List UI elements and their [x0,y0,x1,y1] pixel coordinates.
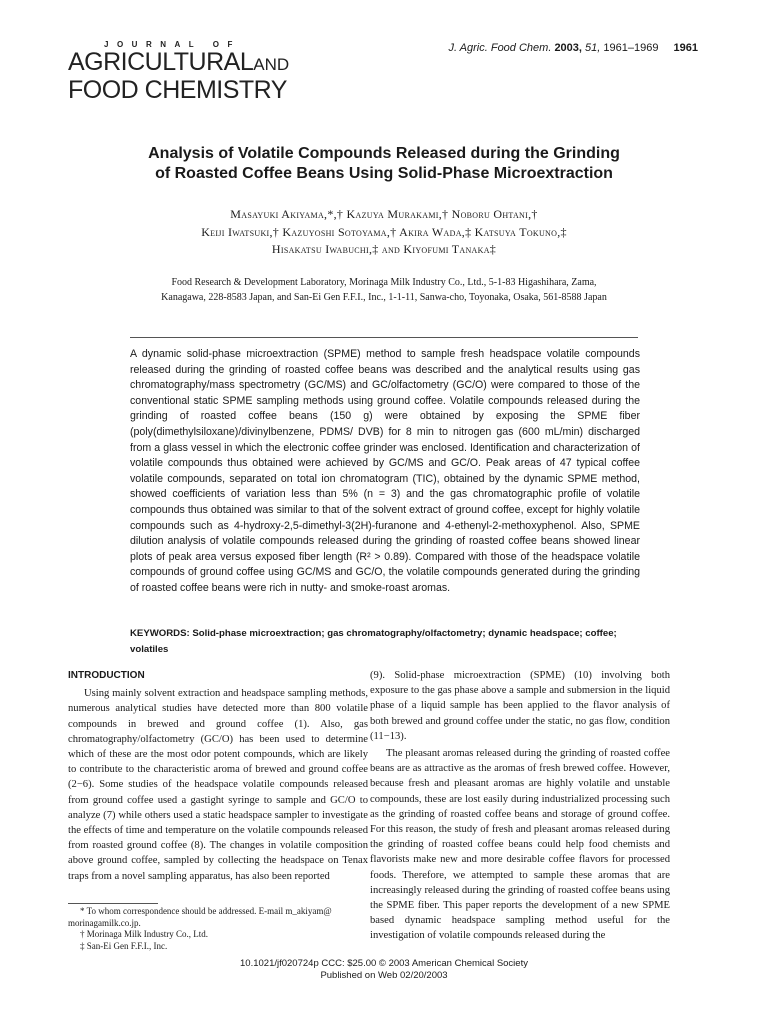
abstract-top-rule [130,337,638,338]
intro-paragraph-3: The pleasant aromas released during the grinding of roasted coffee beans are as attractive as the aromas of fresh brewed coffee. However, because fresh and pleasant aromas are highly volatile and unstable compounds, these are lost easily during industrialized processing such as the grinding of roasted coffee beans and storage of ground coffee. For this reason, the study of fresh and pleasant aromas released during the grinding of roasted coffee beans could help food chemists and flavorists make new and more desirable coffee flavors for processed foods. Therefore, we attempted to sample these aromas that are increasingly released during the grinding of roasted coffee beans using the SPME fiber. This paper reports the development of a new SPME based dynamic headspace sampling method useful for the investigation of volatile compounds released during the [370,748,670,942]
citation-header [448,42,698,54]
citation-volume: 51, [585,42,601,54]
journal-logo-agricultural: AGRICULTURAL [68,48,254,76]
intro-paragraph-1: Using mainly solvent extraction and headspace sampling methods, numerous analytical studies have detected more than 800 volatile compounds in brewed and ground coffee (1). Also, gas chromatography/olfactometry (GC/O) has been used to determine which of these are the most odor potent compounds, which are likely to contribute to the characteristic aroma of brewed and ground coffee (2−6). Some studies of the headspace volatile compounds released from ground coffee used a gastight syringe to sample and GC/O to analyze (7) while others used a static headspace sampler to investigate the effects of time and temperature on the volatile compounds released from roasted ground coffee (8). The changes in volatile composition above ground coffee, sampled by collecting the headspace on Tenax traps from a novel sampling apparatus, has also been reported [68,688,368,882]
introduction-heading: INTRODUCTION [68,670,145,681]
authors-line-3: Hisakatsu Iwabuchi,‡ and Kiyofumi Tanaka‡ [271,242,497,256]
journal-logo-line1 [68,50,289,77]
footnotes [68,906,368,952]
author-list [0,206,768,259]
page-footer [0,958,768,982]
journal-logo-small: JOURNAL OF [104,40,241,49]
footnote-dagger: † Morinaga Milk Industry Co., Ltd. [80,929,208,939]
footnote-rule [68,903,158,904]
page-number: 1961 [673,42,698,54]
footnote-correspondence: * To whom correspondence should be addressed. E-mail m_akiyam@ morinagamilk.co.jp. [68,906,332,928]
keywords: KEYWORDS: Solid-phase microextraction; gas chromatography/olfactometry; dynamic headspace; coffee; volatiles [130,628,617,655]
affiliation: Food Research & Development Laboratory, Morinaga Milk Industry Co., Ltd., 5-1-83 Higashihara, Zama, Kanagawa, 228-8583 Japan, and San-Ei Gen F.F.I., Inc., 1-1-11, Sanwa-cho, Toyonaka, Osaka, 561-8588 Japan [161,277,607,303]
authors-line-2: Keiji Iwatsuki,† Kazuyoshi Sotoyama,† Akira Wada,‡ Katsuya Tokuno,‡ [201,224,567,239]
title-line-1: Analysis of Volatile Compounds Released during the Grinding [148,145,620,162]
citation-pages: 1961–1969 [603,42,659,54]
footnote-double-dagger: ‡ San-Ei Gen F.F.I., Inc. [80,940,168,951]
journal-logo-and: AND [253,55,290,74]
column-right [370,668,670,944]
citation-journal: J. Agric. Food Chem. [448,42,552,54]
abstract: A dynamic solid-phase microextraction (SPME) method to sample fresh headspace volatile compounds released during the grinding of roasted coffee beans was described and the analytical results using gas chromatography/mass spectrometry (GC/MS) and GC/olfactometry (GC/O) were compared to those of the conventional static SPME sampling methods using ground coffee. Volatile compounds released during the grinding of roasted coffee beans (150 g) were obtained by exposing the SPME fiber (poly(dimethylsiloxane)/divinylbenzene, PDMS/ DVB) for 8 min to nitrogen gas (600 mL/min) discharged from a glass vessel in which the electronic coffee grinder was enclosed. Identification and characterization of volatile compounds thus obtained were achieved by GC/MS and GC/O. Peak areas of 47 typical coffee volatile compounds, separated on total ion chromatogram (TIC), obtained by the dynamic SPME method, showed coefficients of variation less than 5% (n = 3) and the gas chromatographic profile of volatile compounds thus obtained was similar to that of the solvent extract of ground coffee, except for highly volatile compounds such as 4-hydroxy-2,5-dimethyl-3(2H)-furanone and 4-ethenyl-2-methoxyphenol. Also, SPME dilution analysis of volatile compounds released during the grinding of roasted coffee beans showed linear plots of peak area versus exposed fiber length (R² > 0.89). Compared with those of the headspace volatile compounds of ground coffee using GC/MS and GC/O, the volatile compounds generated during the grinding of roasted coffee beans were rich in nutty- and smoke-roast aromas. [130,348,640,594]
article-title [0,144,768,184]
authors-line-1: Masayuki Akiyama,*,† Kazuya Murakami,† Noboru Ohtani,† [230,207,538,221]
intro-paragraph-2: (9). Solid-phase microextraction (SPME) (10) involving both exposure to the gas phase above a sample and submersion in the liquid phase of a liquid sample has been applied to the flavor analysis of both brewed and ground coffee under the static, no gas flow, condition (11−13). [370,670,670,742]
footer-published: Published on Web 02/20/2003 [320,970,448,981]
citation-year: 2003, [554,42,582,54]
journal-logo-line2: FOOD CHEMISTRY [68,76,287,104]
title-line-2: of Roasted Coffee Beans Using Solid-Phase Microextraction [155,165,613,182]
footer-doi: 10.1021/jf020724p CCC: $25.00 © 2003 American Chemical Society [240,958,528,969]
column-left [68,668,368,884]
journal-logo [68,40,289,103]
